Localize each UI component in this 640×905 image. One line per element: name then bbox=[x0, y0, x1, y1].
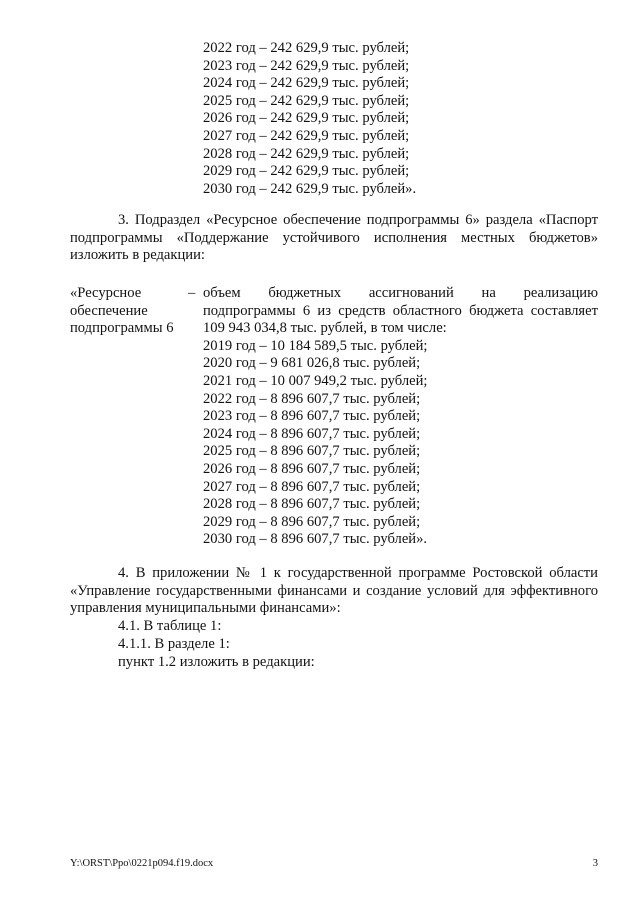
list-item: 2025 год – 242 629,9 тыс. рублей; bbox=[203, 92, 410, 109]
list-item: 2023 год – 242 629,9 тыс. рублей; bbox=[203, 57, 410, 74]
year-line: 2030 год – 8 896 607,7 тыс. рублей». bbox=[203, 531, 428, 548]
year-line: 2029 год – 8 896 607,7 тыс. рублей; bbox=[203, 513, 421, 530]
year-line: 2022 год – 8 896 607,7 тыс. рублей; bbox=[203, 390, 421, 407]
list-item: 2022 год – 242 629,9 тыс. рублей; bbox=[203, 40, 410, 56]
paragraph-line: изложить в редакции: bbox=[70, 247, 205, 264]
label-line: обеспечение bbox=[70, 302, 148, 319]
table-value-cell bbox=[203, 285, 598, 549]
subsection-item-1-2: пункт 1.2 изложить в редакции: bbox=[118, 654, 315, 670]
value-line: 109 943 034,8 тыс. рублей, в том числе: bbox=[203, 320, 447, 337]
year-line: 2027 год – 8 896 607,7 тыс. рублей; bbox=[203, 478, 421, 495]
paragraph-line: управления муниципальными финансами»: bbox=[70, 600, 341, 617]
year-line: 2020 год – 9 681 026,8 тыс. рублей; bbox=[203, 355, 421, 372]
paragraph-line: «Управление государственными финансами и создание условий для эффективного bbox=[70, 582, 598, 599]
page-number: 3 bbox=[592, 858, 598, 869]
footer-file-path: Y:\ORST\Ppo\0221p094.f19.docx bbox=[70, 858, 214, 869]
dash-separator: – bbox=[188, 285, 196, 301]
year-line: 2026 год – 8 896 607,7 тыс. рублей; bbox=[203, 460, 421, 477]
year-line: 2023 год – 8 896 607,7 тыс. рублей; bbox=[203, 408, 421, 425]
year-line: 2028 год – 8 896 607,7 тыс. рублей; bbox=[203, 496, 421, 513]
table-label-cell bbox=[70, 285, 188, 338]
paragraph-3 bbox=[70, 212, 598, 265]
paragraph-line: 4. В приложении № 1 к государственной программе Ростовской области bbox=[118, 565, 598, 581]
list-item: 2030 год – 242 629,9 тыс. рублей». bbox=[203, 180, 417, 197]
paragraph-line: 3. Подраздел «Ресурсное обеспечение подпрограммы 6» раздела «Паспорт bbox=[118, 212, 598, 228]
list-item: 2024 год – 242 629,9 тыс. рублей; bbox=[203, 75, 410, 92]
year-line: 2021 год – 10 007 949,2 тыс. рублей; bbox=[203, 372, 428, 389]
label-line: подпрограммы 6 bbox=[70, 320, 174, 337]
list-item: 2027 год – 242 629,9 тыс. рублей; bbox=[203, 127, 410, 144]
funding-list-continued bbox=[203, 40, 563, 198]
list-item: 2029 год – 242 629,9 тыс. рублей; bbox=[203, 163, 410, 180]
list-item: 2026 год – 242 629,9 тыс. рублей; bbox=[203, 110, 410, 127]
year-line: 2024 год – 8 896 607,7 тыс. рублей; bbox=[203, 425, 421, 442]
year-line: 2025 год – 8 896 607,7 тыс. рублей; bbox=[203, 443, 421, 460]
label-line: «Ресурсное bbox=[70, 285, 142, 301]
paragraph-4 bbox=[70, 565, 598, 618]
year-line: 2019 год – 10 184 589,5 тыс. рублей; bbox=[203, 337, 428, 354]
value-line: подпрограммы 6 из средств областного бюджета составляет bbox=[203, 302, 598, 319]
paragraph-line: подпрограммы «Поддержание устойчивого исполнения местных бюджетов» bbox=[70, 229, 598, 246]
subsection-4-1-1: 4.1.1. В разделе 1: bbox=[118, 636, 230, 652]
list-item: 2028 год – 242 629,9 тыс. рублей; bbox=[203, 145, 410, 162]
value-line: объем бюджетных ассигнований на реализацию bbox=[203, 285, 598, 301]
subsection-4-1: 4.1. В таблице 1: bbox=[118, 618, 222, 634]
